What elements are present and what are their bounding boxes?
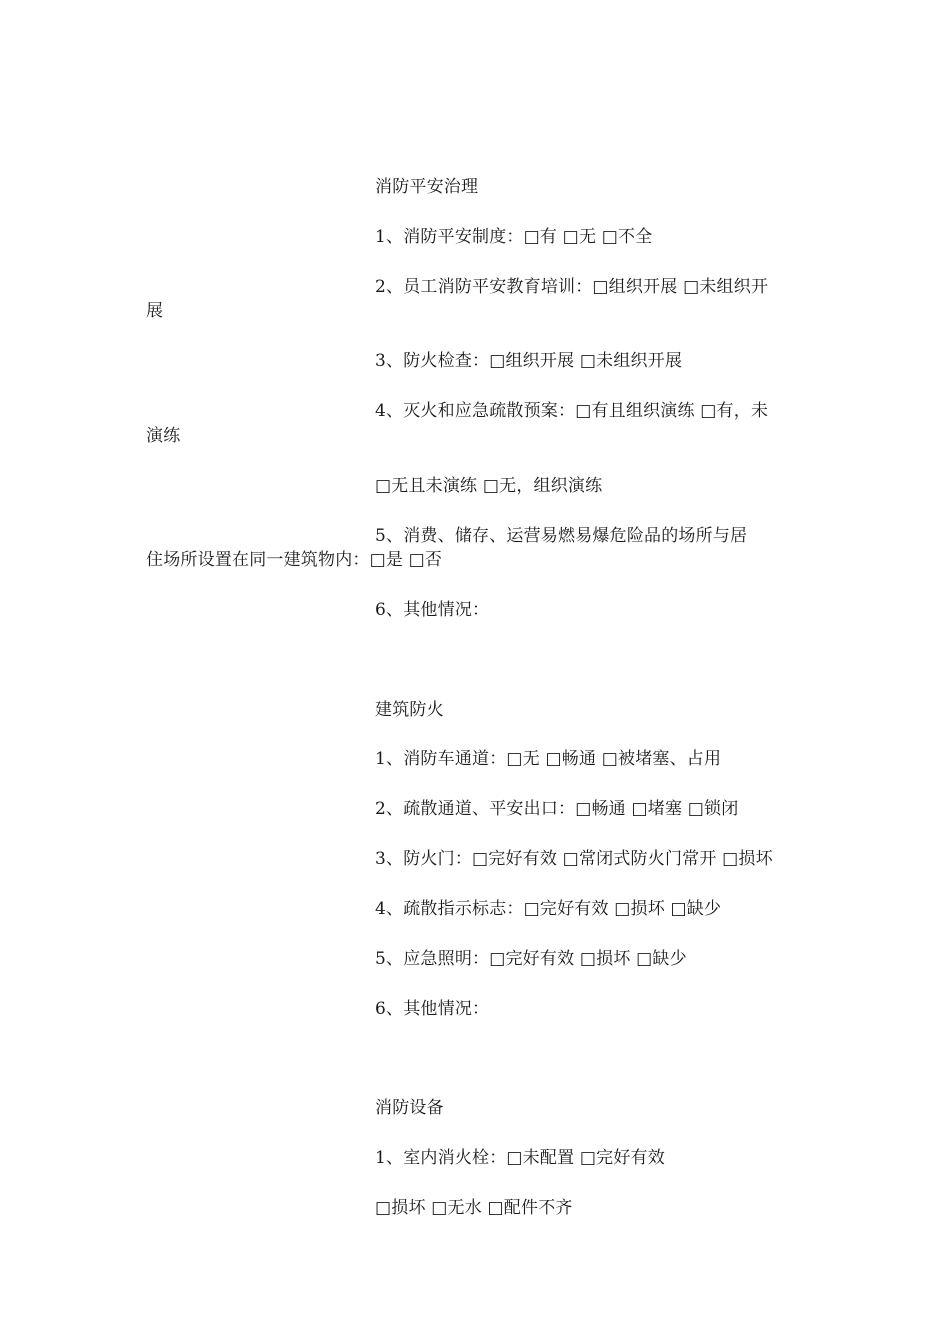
section-title-building-fire-prevention: 建筑防火	[375, 700, 444, 720]
item-evacuation-plan-options: □无且未演练 □无，组织演练	[375, 476, 603, 496]
item-fire-lane: 1、消防车通道：□无 □畅通 □被堵塞、占用	[375, 749, 722, 769]
item-hazardous-goods: 5、消费、储存、运营易燃易爆危险品的场所与居	[375, 526, 748, 546]
item-hazardous-goods-continued: 住场所设置在同一建筑物内：□是 □否	[146, 550, 443, 570]
item-indoor-hydrant-options: □损坏 □无水 □配件不齐	[375, 1198, 573, 1218]
item-other-2: 6、其他情况：	[375, 999, 490, 1019]
item-fire-door: 3、防火门：□完好有效 □常闭式防火门常开 □损坏	[375, 849, 773, 869]
section-title-fire-safety-management: 消防平安治理	[375, 177, 479, 197]
item-indoor-hydrant: 1、室内消火栓：□未配置 □完好有效	[375, 1148, 665, 1168]
item-fire-inspection: 3、防火检查：□组织开展 □未组织开展	[375, 351, 683, 371]
item-staff-training-continued: 展	[146, 301, 164, 321]
item-evacuation-plan: 4、灭火和应急疏散预案：□有且组织演练 □有，未	[375, 401, 769, 421]
item-other-1: 6、其他情况：	[375, 600, 490, 620]
item-evacuation-plan-continued: 演练	[146, 426, 181, 446]
item-staff-training: 2、员工消防平安教育培训：□组织开展 □未组织开	[375, 277, 769, 297]
section-title-fire-equipment: 消防设备	[375, 1098, 444, 1118]
item-emergency-lighting: 5、应急照明：□完好有效 □损坏 □缺少	[375, 949, 687, 969]
item-safety-system: 1、消防平安制度：□有 □无 □不全	[375, 227, 653, 247]
item-evacuation-signs: 4、疏散指示标志：□完好有效 □损坏 □缺少	[375, 899, 722, 919]
item-evacuation-exit: 2、疏散通道、平安出口：□畅通 □堵塞 □锁闭	[375, 799, 739, 819]
